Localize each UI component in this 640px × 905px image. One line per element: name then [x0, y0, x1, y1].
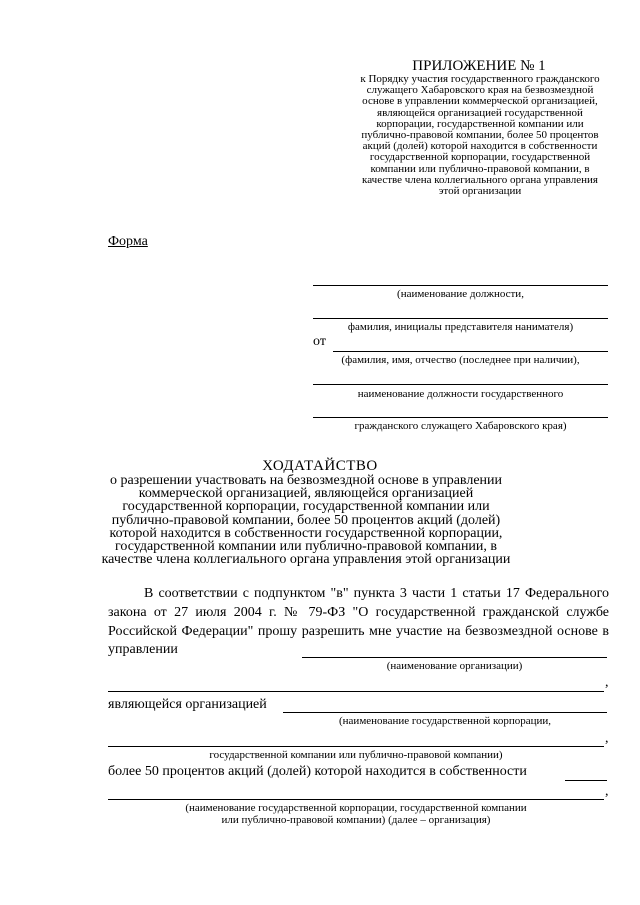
caption-servant: гражданского служащего Хабаровского края) [354, 420, 567, 432]
caption-corp: (наименование государственной корпорации, [339, 715, 551, 727]
form-label: Форма [108, 234, 148, 249]
fill-line-ownership-continued[interactable] [108, 799, 604, 800]
comma: , [605, 675, 609, 690]
caption-position: (наименование должности, [397, 288, 524, 300]
fill-line-servant-position[interactable] [313, 384, 608, 385]
fill-line-servant[interactable] [313, 417, 608, 418]
fill-line-company[interactable] [108, 746, 604, 747]
fill-line-employer[interactable] [313, 318, 608, 319]
caption-company: государственной компании или публично-правовой компании) [209, 749, 503, 761]
fill-line-org-continued[interactable] [108, 691, 604, 692]
fill-line-org[interactable] [302, 657, 607, 658]
ownership-label: более 50 процентов акций (долей) которой находится в собственности [108, 764, 527, 779]
being-org-label: являющейся организацией [108, 697, 267, 712]
appendix-text: к Порядку участия государственного гражданского служащего Хабаровского края на безвозмездной основе в управлении коммерческой организацией, являющейся организацией государственной корпорации, государственной компании или публично-правовой компании, более 50 процентов акций (долей) которой находится в собственности государственной корпорации, государственной компании или публично-правовой компании, в качестве члена коллегиального органа управления этой организации [360, 73, 600, 198]
caption-fio: (фамилия, имя, отчество (последнее при наличии), [341, 354, 580, 366]
fill-line-fio[interactable] [333, 351, 608, 352]
comma: , [605, 784, 609, 799]
fill-line-ownership[interactable] [565, 780, 607, 781]
fill-line-position[interactable] [313, 285, 608, 286]
caption-final-2: или публично-правовой компании) (далее – организация) [221, 814, 491, 826]
appendix-title: ПРИЛОЖЕНИЕ № 1 [412, 58, 546, 74]
fill-line-corp[interactable] [283, 712, 607, 713]
petition-subtitle: о разрешении участвовать на безвозмездной основе в управлении коммерческой организацией, являющейся организацией государственной корпорации, государственной компании или публично-правовой компании, более 50 процентов акций (долей) которой находится в собственности государственной корпорации, государственной компании или публично-правовой компании, в качестве члена коллегиального органа управления этой организации [101, 473, 511, 568]
caption-org: (наименование организации) [386, 660, 523, 672]
petition-title: ХОДАТАЙСТВО [262, 458, 378, 474]
body-paragraph: В соответствии с подпунктом "в" пункта 3 части 1 статьи 17 Федерального закона от 27 июля 2004 г. № 79-ФЗ "О государственной гражданской службе Российской Федерации" прошу разрешить мне участие на безвозмездной основе в управлении [108, 586, 609, 658]
caption-employer: фамилия, инициалы представителя нанимателя) [347, 321, 574, 333]
comma: , [605, 731, 609, 746]
from-prefix: от [313, 334, 326, 349]
caption-servant-position: наименование должности государственного [357, 388, 564, 400]
caption-final-1: (наименование государственной корпорации, государственной компании [185, 802, 527, 814]
